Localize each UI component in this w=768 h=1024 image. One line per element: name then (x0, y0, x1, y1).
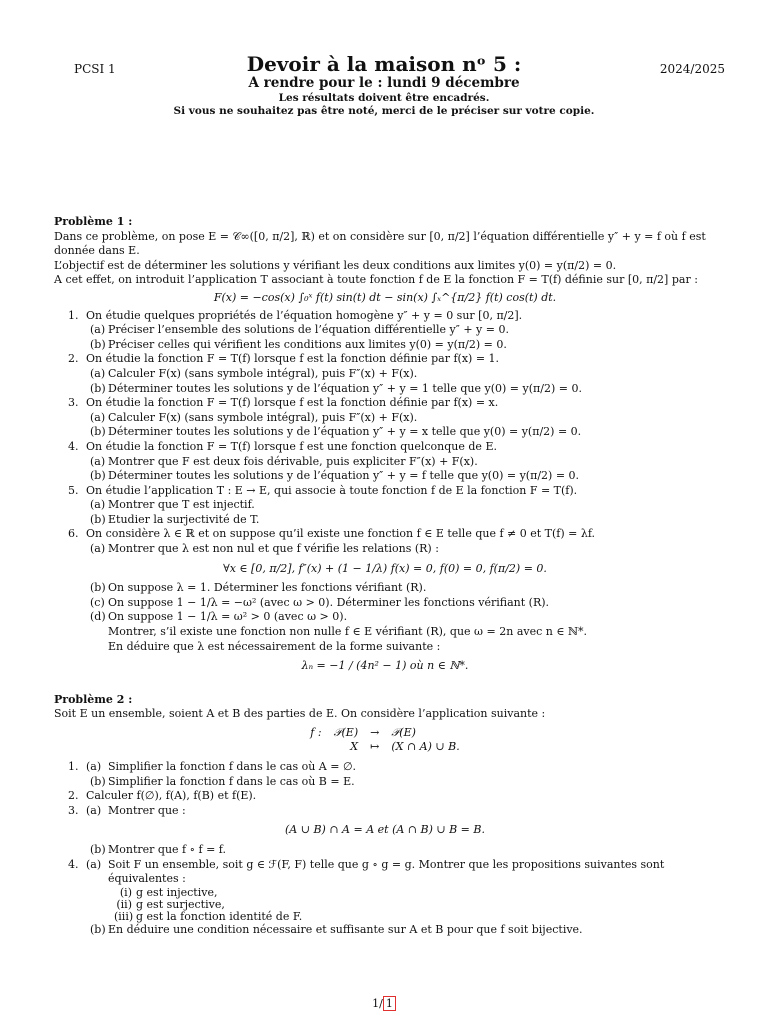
map-codomain: 𝒫(E) (391, 726, 416, 739)
map-label: f : (310, 726, 322, 739)
mapping-definition (54, 726, 716, 754)
formula-lambda: λₙ = −1 / (4n² − 1) où n ∈ ℕ*. (301, 659, 469, 673)
problem-2-intro: Soit E un ensemble, soient A et B des parties de E. On considère l’application suivante : (54, 707, 546, 721)
p2-question-4a: 4. (a) Soit F un ensemble, soit g ∈ ℱ(F, F) telle que g ∘ g = g. Montrer que les propositions suivantes sont équivalentes : (68, 857, 665, 886)
p2-question-4a-i: (i) g est injective, (119, 885, 218, 899)
question-5: 5. On étudie l’application T : E → E, qui associe à toute fonction f de E la fonction F = T(f). (68, 483, 578, 497)
question-3: 3. On étudie la fonction F = T(f) lorsque f est la fonction définie par f(x) = x. (68, 396, 499, 410)
question-2: 2. On étudie la fonction F = T(f) lorsque f est la fonction définie par f(x) = 1. (68, 352, 500, 366)
due-date: A rendre pour le : lundi 9 décembre (248, 75, 520, 91)
question-3a: (a) Calculer F(x) (sans symbole intégral), puis F″(x) + F(x). (90, 410, 418, 424)
question-4: 4. On étudie la fonction F = T(f) lorsque f est une fonction quelconque de E. (68, 439, 497, 453)
question-6b: (b) On suppose λ = 1. Déterminer les fonctions vérifiant (R). (90, 581, 427, 595)
question-1: 1. On étudie quelques propriétés de l’équation homogène y″ + y = 0 sur [0, π/2]. (68, 308, 523, 322)
page-total-link[interactable]: 1 (383, 996, 396, 1011)
question-5a: (a) Montrer que T est injectif. (90, 498, 255, 512)
p2-question-3a: 3. (a) Montrer que : (68, 803, 186, 817)
question-6c: (c) On suppose 1 − 1/λ = −ω² (avec ω > 0). Déterminer les fonctions vérifiant (R). (90, 595, 550, 609)
p2-question-4a-iii: (iii) g est la fonction identité de F. (114, 909, 303, 923)
question-5b: (b) Etudier la surjectivité de T. (90, 512, 260, 526)
instruction-note-2: Si vous ne souhaitez pas être noté, merci de le préciser sur votre copie. (173, 105, 595, 117)
document-body (54, 215, 716, 937)
p2-question-4b: (b) En déduire une condition nécessaire et suffisante sur A et B pour que f soit bijective. (90, 922, 583, 936)
page-number (0, 996, 768, 1011)
question-6a: (a) Montrer que λ est non nul et que f vérifie les relations (R) : (90, 542, 439, 556)
p2-question-4a-ii: (ii) g est surjective, (116, 897, 225, 911)
instruction-note-1: Les résultats doivent être encadrés. (278, 92, 490, 104)
problem-1-intro-3: A cet effet, on introduit l’application T associant à toute fonction f de E la fonction F = T(f) définie sur [0, π/2] par : (54, 273, 698, 287)
p2-question-2: 2. Calculer f(∅), f(A), f(B) et f(E). (68, 789, 257, 803)
question-6d-cont-2: En déduire que λ est nécessairement de la forme suivante : (108, 639, 441, 653)
formula-F: F(x) = −cos(x) ∫₀ˣ f(t) sin(t) dt − sin(x) ∫ₓ^{π/2} f(t) cos(t) dt. (213, 290, 557, 304)
question-6: 6. On considère λ ∈ ℝ et on suppose qu’il existe une fonction f ∈ E telle que f ≠ 0 et T(f) = λf. (68, 527, 596, 541)
school-year: 2024/2025 (659, 62, 725, 76)
question-1a: (a) Préciser l’ensemble des solutions de l’équation différentielle y″ + y = 0. (90, 323, 509, 337)
map-image: (X ∩ A) ∪ B. (391, 740, 460, 753)
problem-1-title: Problème 1 : (54, 215, 133, 228)
question-6d: (d) On suppose 1 − 1/λ = ω² > 0 (avec ω > 0). (90, 610, 348, 624)
page-number-current: 1/ (372, 997, 383, 1010)
p2-question-1a: 1. (a) Simplifier la fonction f dans le cas où A = ∅. (68, 760, 357, 773)
p2-question-3b: (b) Montrer que f ∘ f = f. (90, 842, 226, 856)
question-4a: (a) Montrer que F est deux fois dérivable, puis expliciter F″(x) + F(x). (90, 454, 478, 468)
problem-1-intro-2: L’objectif est de déterminer les solutions y vérifiant les deux conditions aux limites y(0) = y(π/2) = 0. (54, 258, 617, 272)
problem-2-title: Problème 2 : (54, 692, 133, 706)
question-3b: (b) Déterminer toutes les solutions y de l’équation y″ + y = x telle que y(0) = y(π/2) = 0. (90, 425, 582, 439)
question-1b: (b) Préciser celles qui vérifient les conditions aux limites y(0) = y(π/2) = 0. (90, 337, 507, 351)
question-4b: (b) Déterminer toutes les solutions y de l’équation y″ + y = f telle que y(0) = y(π/2) = 0. (90, 469, 580, 483)
p2-question-1b: (b) Simplifier la fonction f dans le cas où B = E. (90, 774, 355, 788)
question-2a: (a) Calculer F(x) (sans symbole intégral), puis F″(x) + F(x). (90, 366, 418, 380)
map-mapsto-icon: ↦ (370, 740, 380, 753)
map-variable: X (350, 740, 359, 753)
question-6d-cont-1: Montrer, s’il existe une fonction non nulle f ∈ E vérifiant (R), que ω = 2n avec n ∈ ℕ*. (108, 625, 588, 639)
formula-absorption: (A ∪ B) ∩ A = A et (A ∩ B) ∪ B = B. (285, 823, 485, 837)
class-label: PCSI 1 (74, 62, 116, 76)
page-title: Devoir à la maison nᵒ 5 : (246, 52, 522, 76)
map-arrow-icon: → (370, 726, 380, 739)
map-domain: 𝒫(E) (333, 726, 359, 739)
question-2b: (b) Déterminer toutes les solutions y de l’équation y″ + y = 1 telle que y(0) = y(π/2) = 0. (90, 381, 582, 395)
formula-R: ∀x ∈ [0, π/2], f″(x) + (1 − 1/λ) f(x) = 0, f(0) = 0, f(π/2) = 0. (223, 561, 547, 575)
problem-1-intro-1: Dans ce problème, on pose E = 𝒞∞([0, π/2], ℝ) et on considère sur [0, π/2] l’équation différentielle y″ + y = f où f est donnée dans E. (54, 229, 706, 258)
